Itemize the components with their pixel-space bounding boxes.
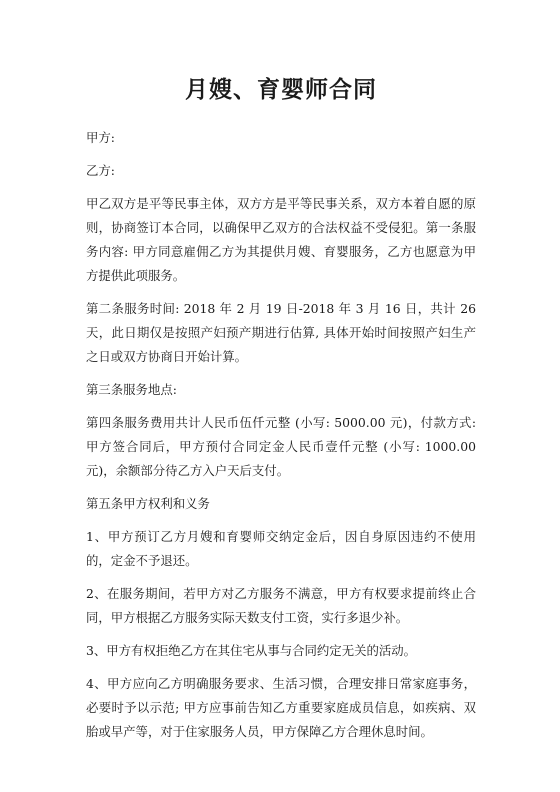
article-5-clause-2: 2、在服务期间，若甲方对乙方服务不满意，甲方有权要求提前终止合同，甲方根据乙方服务实际天数支付工资，实行多退少补。 xyxy=(86,586,476,625)
article-2-service-time: 第二条服务时间: 2018 年 2 月 19 日-2018 年 3 月 16 日，共计 26 天，此日期仅是按照产妇预产期进行估算, 具体开始时间按照产妇生产之日或双方协商日开始计算。 xyxy=(86,301,476,364)
party-a-line: 甲方: xyxy=(86,130,115,145)
article-5-clause-3: 3、甲方有权拒绝乙方在其住宅从事与合同约定无关的活动。 xyxy=(86,643,417,658)
article-5-clause-4: 4、甲方应向乙方明确服务要求、生活习惯，合理安排日常家庭事务，必要时予以示范; 甲方应事前告知乙方重要家庭成员信息，如疾病、双胎或早产等，对于住家服务人员，甲方保障乙方合理休息时间。 xyxy=(86,676,476,739)
article-4-service-fee: 第四条服务费用共计人民币伍仟元整 (小写: 5000.00 元)，付款方式: 甲方签合同后，甲方预付合同定金人民币壹仟元整 (小写: 1000.00 元)，余额部分待乙方入户天后支付。 xyxy=(86,415,476,478)
party-b-line: 乙方: xyxy=(86,163,115,178)
document-title: 月嫂、育婴师合同 xyxy=(185,76,377,103)
article-5-clause-1: 1、甲方预订乙方月嫂和育婴师交纳定金后，因自身原因违约不使用的，定金不予退还。 xyxy=(86,529,476,568)
article-3-service-location: 第三条服务地点: xyxy=(86,382,177,397)
preamble-and-article-1: 甲乙双方是平等民事主体，双方方是平等民事关系，双方本着自愿的原则，协商签订本合同，以确保甲乙双方的合法权益不受侵犯。第一条服务内容: 甲方同意雇佣乙方为其提供月嫂、育婴服务，乙方也愿意为甲方提供此项服务。 xyxy=(86,196,476,283)
article-5-heading: 第五条甲方权利和义务 xyxy=(86,496,210,511)
